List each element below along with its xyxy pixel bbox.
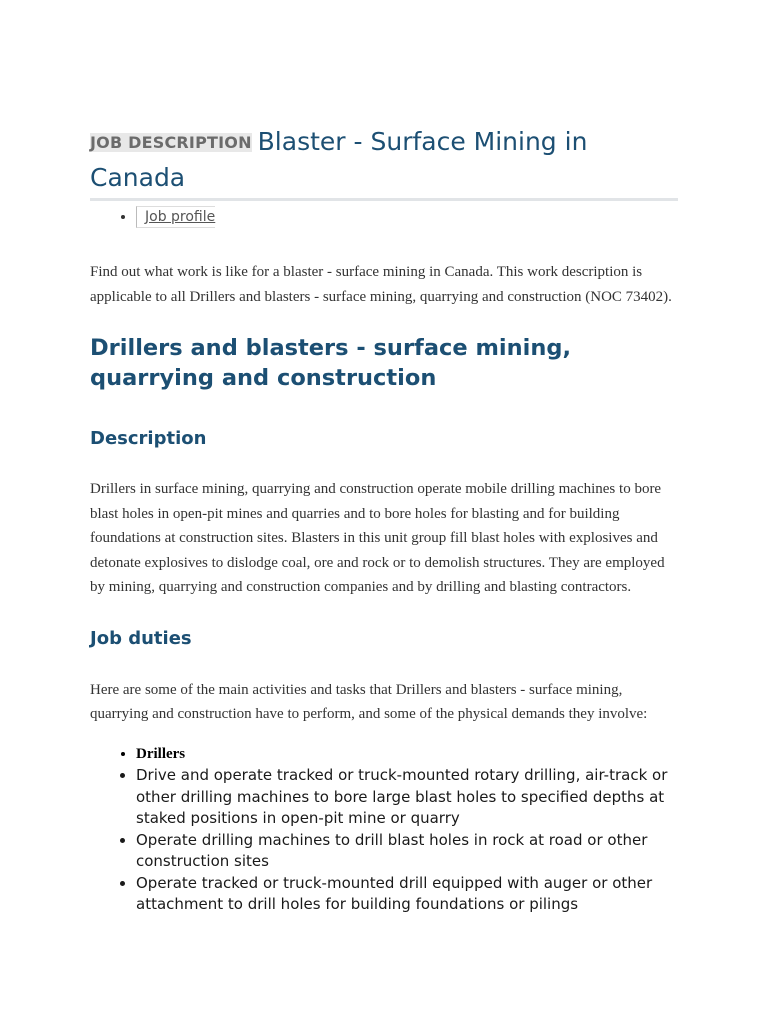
list-item: • Operate tracked or truck-mounted drill equipped with auger or other attachment to drill holes for building foundations or pilings [136,873,678,916]
list-item: • Operate drilling machines to drill blast holes in rock at road or other construction sites [136,830,678,873]
description-heading: Description [90,428,207,449]
title-block [90,124,678,201]
main-content [90,124,678,916]
page-title [90,124,678,195]
tab-job-profile[interactable]: Job profile [136,206,215,228]
job-description-label: JOB DESCRIPTION [90,133,252,152]
duties-group-label: • Drillers [136,744,678,766]
duties-list [90,744,678,916]
tab-item [136,207,678,227]
job-duties-heading: Job duties [90,627,192,649]
description-paragraph: Drillers in surface mining, quarrying and construction operate mobile drilling machines to bore blast holes in open-pit mines and quarries and to bore holes for blasting and for building foundations at construction sites. Blasters in this unit group fill blast holes with explosives and detonate explosives to dislodge coal, ore and rock or to demolish structures. They are employed by mining, quarrying and construction companies and by drilling and blasting contractors. [90,481,665,595]
intro-paragraph: Find out what work is like for a blaster - surface mining in Canada. This work description is applicable to all Drillers and blasters - surface mining, quarrying and construction (NOC 73402). [90,264,672,305]
tab-list [90,207,678,227]
page-title-text: Blaster - Surface Mining in Canada [90,127,588,192]
job-duties-intro: Here are some of the main activities and tasks that Drillers and blasters - surface mining, quarrying and construction have to perform, and some of the physical demands they involve: [90,681,648,722]
list-item: • Drive and operate tracked or truck-mounted rotary drilling, air-track or other drilling machines to bore large blast holes to specified depths at staked positions in open-pit mine or quarry [136,765,678,830]
occupation-heading: Drillers and blasters - surface mining, quarrying and construction [90,335,572,391]
